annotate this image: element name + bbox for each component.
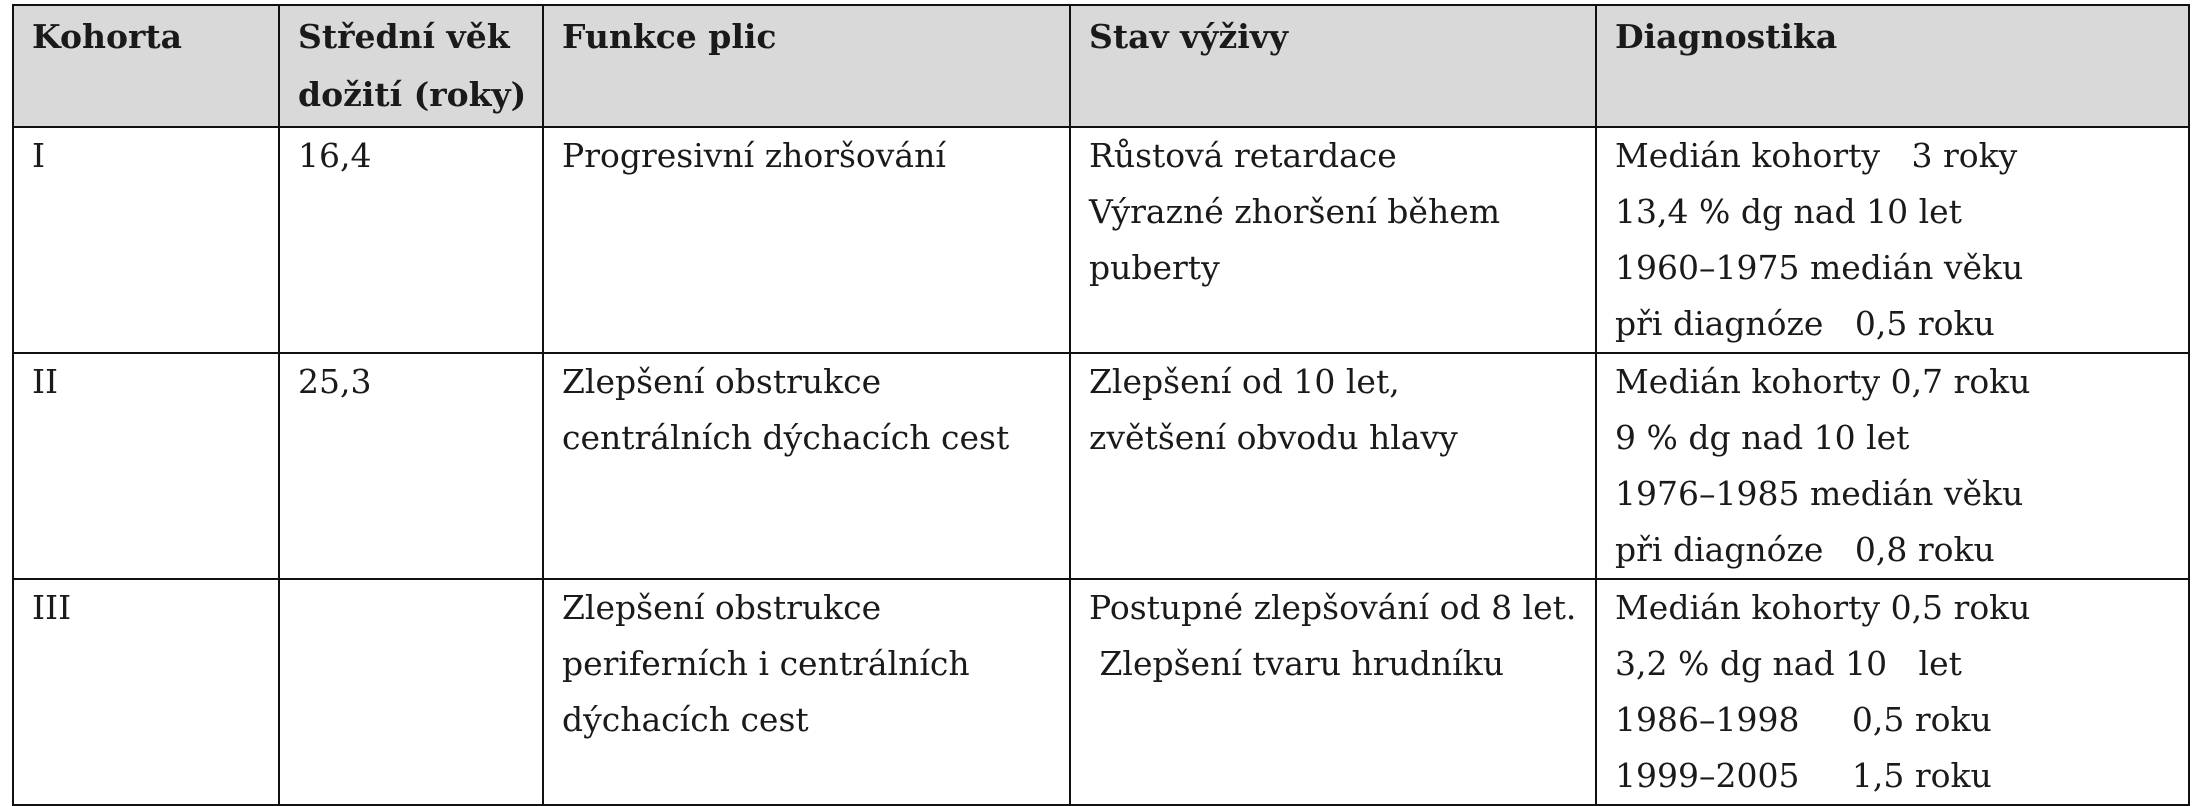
- cell-vyziva: [1070, 353, 1596, 579]
- cell-text: Medián kohorty 3 roky: [1615, 136, 2018, 175]
- header-diagnostika: [1596, 5, 2189, 127]
- cell-text: Medián kohorty 0,5 roku: [1615, 588, 2031, 627]
- header-stredni-vek: [279, 5, 543, 127]
- table-row: [13, 579, 2189, 805]
- cell-text: dýchacích cest: [562, 700, 809, 739]
- header-line: Střední věk: [298, 17, 510, 56]
- cell-text: I: [32, 136, 46, 175]
- cell-text: II: [32, 362, 59, 401]
- header-funkce-plic: [543, 5, 1070, 127]
- table-row: [13, 127, 2189, 353]
- header-line: dožití (roky): [298, 75, 527, 114]
- cell-vek: [279, 579, 543, 805]
- cell-text: 1999–2005 1,5 roku: [1615, 756, 1992, 795]
- cell-diagnostika: [1596, 127, 2189, 353]
- cell-diagnostika: [1596, 579, 2189, 805]
- cell-text: Medián kohorty 0,7 roku: [1615, 362, 2031, 401]
- cell-text: Zlepšení obstrukce: [562, 362, 882, 401]
- cell-text: Zlepšení od 10 let,: [1089, 362, 1400, 401]
- cell-diagnostika: [1596, 353, 2189, 579]
- cell-kohorta: [13, 353, 279, 579]
- cell-plice: [543, 127, 1070, 353]
- cell-text: 13,4 % dg nad 10 let: [1615, 192, 1962, 231]
- cell-text: Zlepšení tvaru hrudníku: [1089, 644, 1504, 683]
- cell-text: centrálních dýchacích cest: [562, 418, 1010, 457]
- header-row: [13, 5, 2189, 127]
- cell-text: Růstová retardace: [1089, 136, 1397, 175]
- cell-text: 1960–1975 medián věku: [1615, 248, 2024, 287]
- header-stav-vyzivy: [1070, 5, 1596, 127]
- table-body: [13, 127, 2189, 805]
- cohort-table-container: [12, 4, 2188, 806]
- cell-text: 9 % dg nad 10 let: [1615, 418, 1910, 457]
- cell-text: periferních i centrálních: [562, 644, 970, 683]
- cell-text: zvětšení obvodu hlavy: [1089, 418, 1458, 457]
- cell-plice: [543, 353, 1070, 579]
- header-line: Kohorta: [32, 17, 182, 56]
- cohort-table: [12, 4, 2190, 806]
- cell-text: Zlepšení obstrukce: [562, 588, 882, 627]
- table-header: [13, 5, 2189, 127]
- cell-text: 1986–1998 0,5 roku: [1615, 700, 1992, 739]
- cell-text: Postupné zlepšování od 8 let.: [1089, 588, 1577, 627]
- header-line: Stav výživy: [1089, 17, 1289, 56]
- cell-text: 25,3: [298, 362, 372, 401]
- cell-text: Progresivní zhoršování: [562, 136, 946, 175]
- cell-vek: [279, 127, 543, 353]
- cell-text: 1976–1985 medián věku: [1615, 474, 2024, 513]
- table-row: [13, 353, 2189, 579]
- cell-kohorta: [13, 579, 279, 805]
- cell-text: při diagnóze 0,8 roku: [1615, 530, 1995, 569]
- cell-kohorta: [13, 127, 279, 353]
- cell-text: při diagnóze 0,5 roku: [1615, 304, 1995, 343]
- cell-vyziva: [1070, 127, 1596, 353]
- cell-plice: [543, 579, 1070, 805]
- header-kohorta: [13, 5, 279, 127]
- cell-vek: [279, 353, 543, 579]
- cell-text: III: [32, 588, 72, 627]
- cell-vyziva: [1070, 579, 1596, 805]
- cell-text: puberty: [1089, 248, 1220, 287]
- cell-text: 3,2 % dg nad 10 let: [1615, 644, 1962, 683]
- cell-text: Výrazné zhoršení během: [1089, 192, 1501, 231]
- header-line: Funkce plic: [562, 17, 777, 56]
- cell-text: 16,4: [298, 136, 372, 175]
- header-line: Diagnostika: [1615, 17, 1838, 56]
